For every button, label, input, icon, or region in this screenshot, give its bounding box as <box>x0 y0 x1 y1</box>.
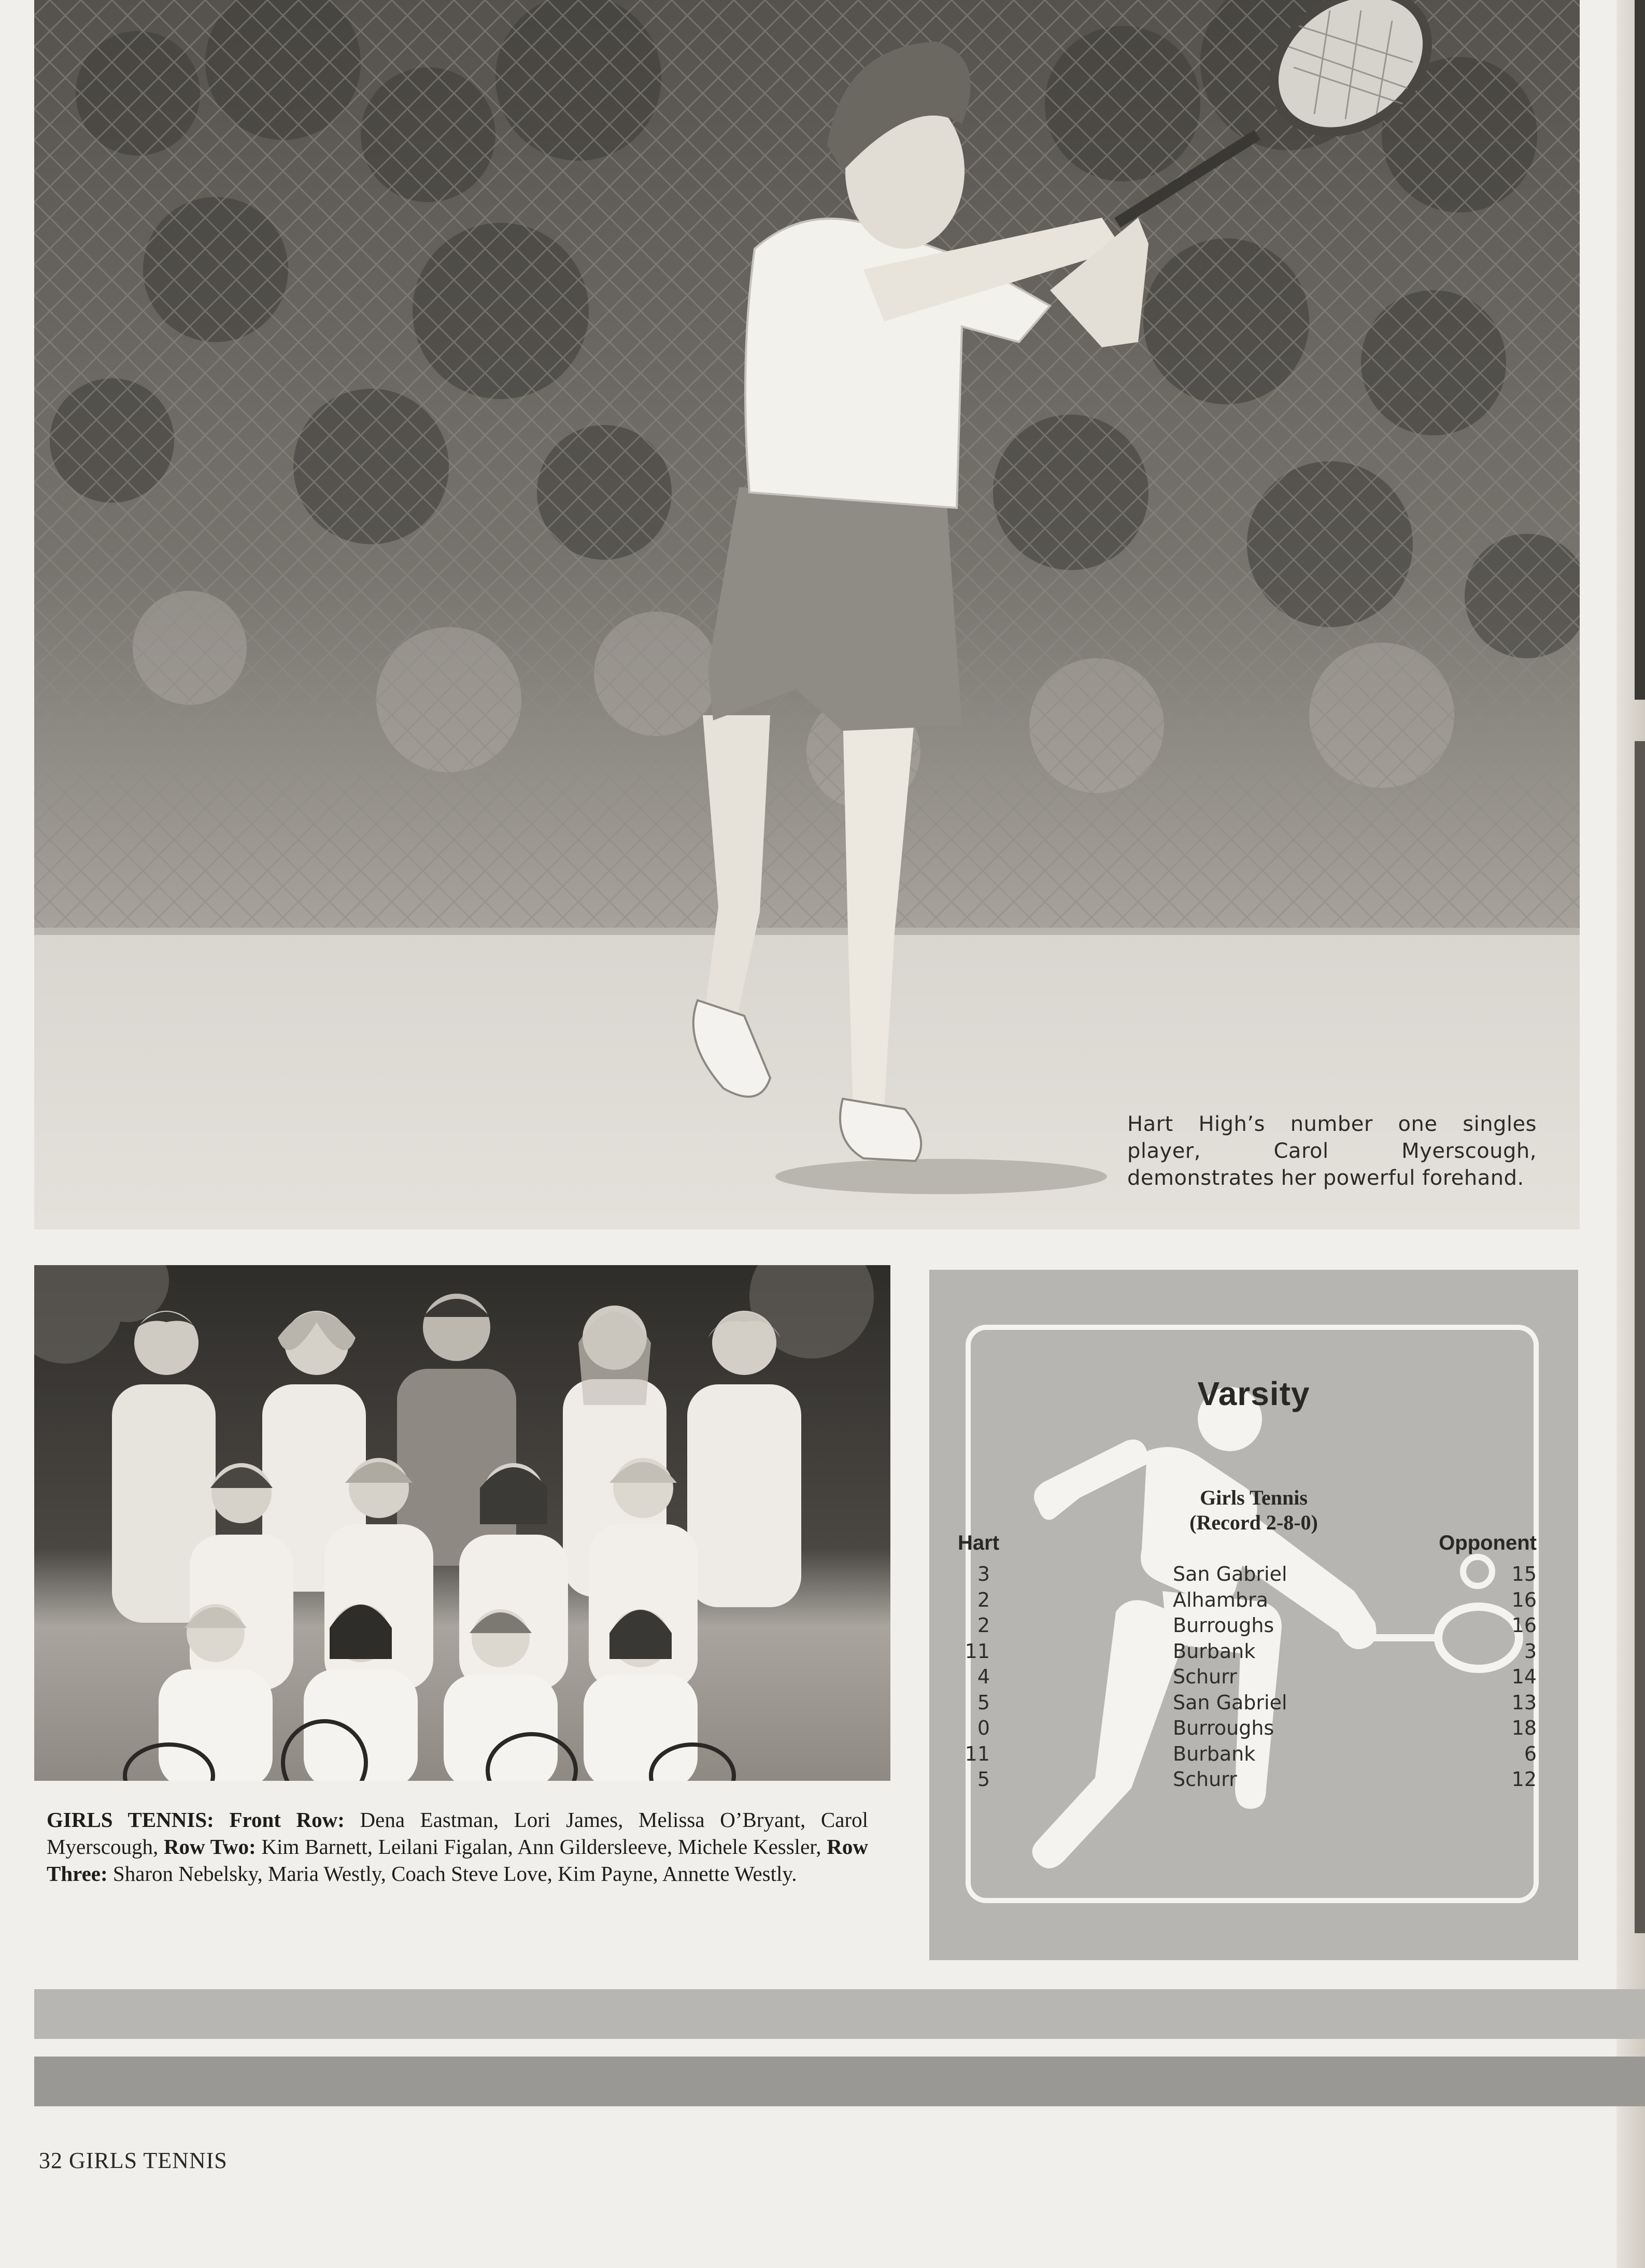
panel-record: (Record 2-8-0) <box>1189 1511 1318 1534</box>
opponent-name: Burbank <box>1173 1742 1256 1765</box>
hart-score: 11 <box>965 1639 990 1663</box>
hart-score: 0 <box>977 1717 990 1739</box>
opponent-name: San Gabriel <box>1173 1691 1287 1714</box>
match-row <box>929 1691 1578 1717</box>
hart-score: 2 <box>977 1614 990 1637</box>
column-header-hart: Hart <box>958 1532 1000 1554</box>
match-row <box>929 1768 1578 1794</box>
team-group-photo <box>34 1265 890 1781</box>
opponent-name: Burbank <box>1173 1639 1256 1663</box>
opponent-score: 18 <box>1511 1717 1537 1739</box>
match-row <box>929 1717 1578 1742</box>
opponent-name: Burroughs <box>1173 1614 1274 1637</box>
panel-subtitle: Girls Tennis <box>1200 1486 1308 1509</box>
hart-score: 2 <box>977 1588 990 1611</box>
opponent-name: Schurr <box>1173 1665 1237 1688</box>
hart-score: 5 <box>977 1691 990 1714</box>
tennis-player-photo <box>34 0 1580 1229</box>
opponent-score: 14 <box>1511 1665 1537 1688</box>
match-row <box>929 1563 1578 1589</box>
team-photo <box>34 1265 890 1781</box>
action-photo <box>34 0 1580 1229</box>
opponent-score: 3 <box>1524 1639 1537 1663</box>
caption-label-row-three: Row Three: <box>47 1835 868 1886</box>
match-row <box>929 1589 1578 1614</box>
varsity-results-panel <box>929 1270 1578 1960</box>
opponent-name: Schurr <box>1173 1768 1237 1791</box>
opponent-score: 15 <box>1511 1563 1537 1585</box>
panel-title: Varsity <box>1197 1375 1310 1412</box>
hart-score: 3 <box>977 1563 990 1585</box>
column-header-opponent: Opponent <box>1439 1532 1537 1554</box>
page-footer <box>39 2147 228 2174</box>
page-edge <box>1616 0 1645 2268</box>
page-number: 32 <box>39 2148 63 2173</box>
team-caption <box>47 1806 868 1887</box>
match-row <box>929 1665 1578 1691</box>
opponent-score: 16 <box>1511 1614 1537 1637</box>
match-row <box>929 1614 1578 1640</box>
caption-label-row-two: Row Two: <box>163 1835 256 1859</box>
match-row <box>929 1742 1578 1768</box>
section-name: GIRLS TENNIS <box>69 2148 228 2173</box>
hart-score: 4 <box>977 1665 990 1688</box>
caption-names-front: Dena Eastman, Lori James, Melissa O’Bryant, Carol Myerscough, <box>47 1808 869 1859</box>
caption-label-front: GIRLS TENNIS: Front Row: <box>47 1808 345 1832</box>
caption-names-row-three: Sharon Nebelsky, Maria Westly, Coach Steve Love, Kim Payne, Annette Westly. <box>107 1862 797 1886</box>
opponent-name: San Gabriel <box>1173 1563 1287 1585</box>
match-row <box>929 1640 1578 1666</box>
opponent-name: Burroughs <box>1173 1717 1274 1739</box>
hart-score: 11 <box>965 1742 990 1765</box>
opponent-score: 16 <box>1511 1588 1537 1611</box>
opponent-score: 13 <box>1511 1691 1537 1714</box>
hart-score: 5 <box>977 1768 990 1791</box>
opponent-name: Alhambra <box>1173 1588 1268 1611</box>
page-edge-shadow <box>1635 0 1645 700</box>
caption-names-row-two: Kim Barnett, Leilani Figalan, Ann Gildersleeve, Michele Kessler, <box>256 1835 827 1859</box>
decorative-bar <box>34 1989 1645 2039</box>
opponent-score: 12 <box>1511 1768 1537 1791</box>
opponent-score: 6 <box>1524 1742 1537 1765</box>
photo-caption: Hart High’s number one singles player, Carol Myerscough, demonstrates her powerful forehand. <box>1127 1112 1537 1190</box>
page-edge-shadow <box>1635 741 1645 1933</box>
decorative-bar <box>34 2057 1645 2106</box>
